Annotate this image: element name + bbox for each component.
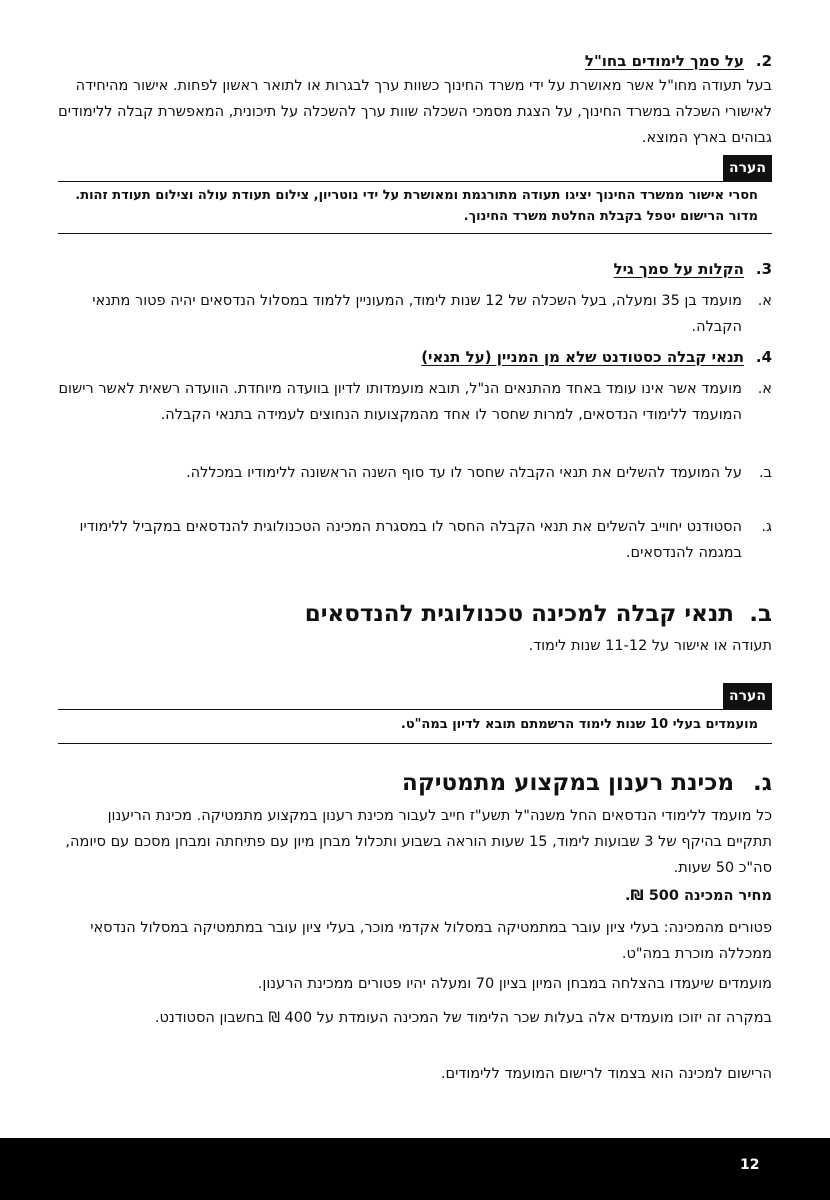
section-3-title: הקלות על סמך גיל: [613, 260, 744, 278]
section-4-heading: [58, 346, 772, 368]
section-b-heading: [58, 598, 772, 630]
item-text: הסטודנט יחוייב להשלים את תנאי הקבלה החסר לו במסגרת המכינה הטכנולוגית להנדסאים במקביל ללימודיו במגמה להנדסאים.: [79, 519, 742, 561]
section-g-registration: הרישום למכינה הוא בצמוד לרישום המועמד ללימודים.: [440, 1066, 772, 1082]
section-2-heading: [58, 50, 772, 72]
section-b-number: ב.: [749, 601, 772, 627]
section-b-text: תעודה או אישור על 11-12 שנות לימוד.: [528, 638, 772, 654]
section-4-number: 4.: [755, 348, 772, 366]
section-2-text: בעל תעודה מחו"ל אשר מאושרת על ידי משרד החינוך כשוות ערך לבגרות או לתואר ראשון לפחות. אישור מהיחידה לאישורי השכלה במשרד החינוך, על הצגת מסמכי השכלה שוות ערך להשכלה על תיכונית, המאפשרת קבלה ללימודים גבוהים בארץ המוצא.: [58, 78, 772, 146]
note-1-tag: הערה: [723, 155, 772, 181]
section-g-number: ג.: [752, 770, 772, 796]
item-text: מועמד בן 35 ומעלה, בעל השכלה של 12 שנות לימוד, המעוניין ללמוד במסלול הנדסאים יהיה פטור מתנאי הקבלה.: [92, 293, 742, 335]
section-g-price: מחיר המכינה 500 ₪.: [625, 888, 772, 904]
section-4-title: תנאי קבלה כסטודנט שלא מן המניין (על תנאי): [421, 348, 744, 366]
note-2-top-rule: [58, 709, 772, 710]
section-g-heading: [58, 767, 772, 799]
section-3-number: 3.: [755, 260, 772, 278]
section-g-title: מכינת רענון במקצוע מתמטיקה: [402, 770, 734, 796]
page-number: 12: [740, 1157, 760, 1173]
item-text: על המועמד להשלים את תנאי הקבלה שחסר לו עד סוף השנה הראשונה ללימודיו במכללה.: [186, 465, 742, 481]
note-1-bottom-rule: [58, 233, 772, 234]
note-2-tag: הערה: [723, 683, 772, 709]
section-3-item-a: [58, 288, 772, 340]
section-g-credit: במקרה זה יזוכו מועמדים אלה בעלות שכר הלימוד של המכינה העומדת על 400 ₪ בחשבון הסטודנט.: [154, 1010, 772, 1026]
section-4-item-b: [58, 460, 772, 486]
section-b-title: תנאי קבלה למכינה טכנולוגית להנדסאים: [304, 601, 734, 627]
note-1-top-rule: [58, 181, 772, 182]
section-4-item-a: [58, 376, 772, 428]
item-letter: א.: [757, 293, 772, 309]
note-2-bottom-rule: [58, 743, 772, 744]
page-footer-bar: [0, 1138, 830, 1200]
section-g-passing: מועמדים שיעמדו בהצלחה במבחן המיון בציון 70 ומעלה יהיו פטורים ממכינת הרענון.: [257, 976, 772, 992]
section-2-title: על סמך לימודים בחו"ל: [584, 52, 744, 70]
section-g-text: כל מועמד ללימודי הנדסאים החל משנה"ל תשע"ז חייב לעבור מכינת רענון במקצוע מתמטיקה. מכינת הריענון תתקיים בהיקף של 3 שבועות לימוד, 15 שעות הוראה בשבוע ותכלול מבחן מיון עם פתיחתה ומבחן מסכם עם סיומה, סה"כ 50 שעות.: [65, 808, 772, 876]
section-4-item-c: [58, 514, 772, 566]
section-g-exempt: פטורים מהמכינה: בעלי ציון עובר במתמטיקה במסלול אקדמי מוכר, בעלי ציון עובר במתמטיקה במסלול הנדסאי ממכללה מוכרת במה"ט.: [90, 920, 772, 962]
item-letter: ג.: [761, 519, 772, 535]
item-text: מועמד אשר אינו עומד באחד מהתנאים הנ"ל, תובא מועמדותו לדיון בוועדה מיוחדת. הוועדה רשאית לאשר רישום המועמד ללימודי הנדסאים, למרות שחסר לו אחד מהמקצועות הנחוצים לעמידה בתנאי הקבלה.: [58, 381, 742, 423]
item-letter: א.: [757, 381, 772, 397]
note-2-text: מועמדים בעלי 10 שנות לימוד הרשמתם תובא לדיון במה"ט.: [400, 717, 758, 732]
section-2-number: 2.: [755, 52, 772, 70]
item-letter: ב.: [759, 465, 772, 481]
note-1-text: חסרי אישור ממשרד החינוך יציגו תעודה מתורגמת ומאושרת על ידי נוטריון, צילום תעודת עולה וצילום תעודת זהות. מדור הרישום יטפל בקבלת החלטת משרד החינוך.: [75, 188, 758, 224]
section-3-heading: [58, 258, 772, 280]
